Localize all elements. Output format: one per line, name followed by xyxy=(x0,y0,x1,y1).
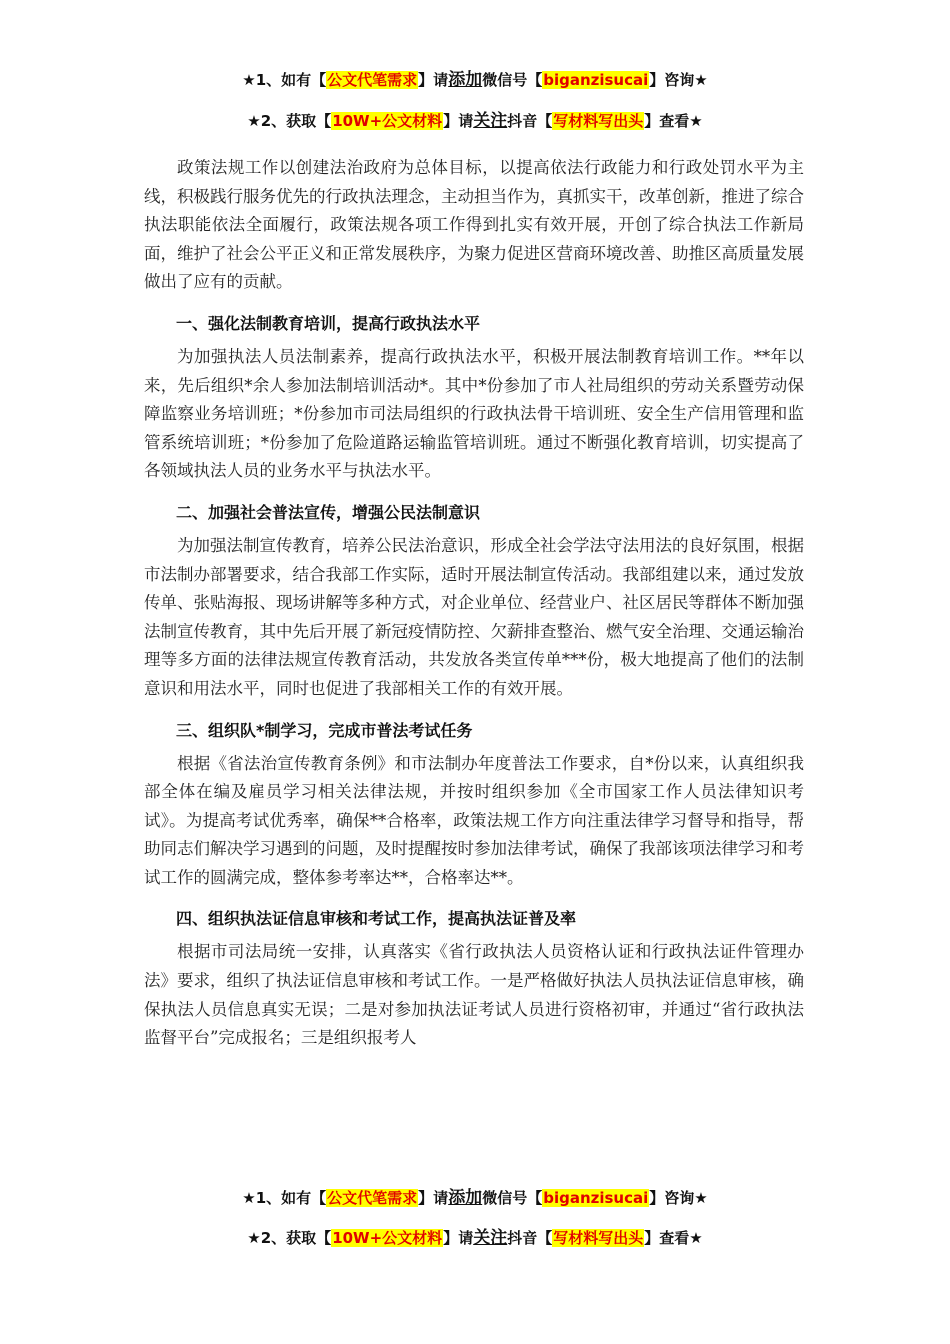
star-icon: ★ xyxy=(689,1229,703,1247)
section-paragraph-1: 为加强执法人员法制素养，提高行政执法水平，积极开展法制教育培训工作。**年以来，先后组织*余人参加法制培训活动*。其中*份参加了市人社局组织的劳动关系暨劳动保障监察业务培训班；*份参加市司法局组织的行政执法骨干培训班、安全生产信用管理和监管系统培训班；*份参加了危险道路运输监管培训班。通过不断强化教育培训，切实提高了各领域执法人员的业务水平与执法水平。 xyxy=(144,346,804,481)
section-heading-4: 四、组织执法证信息审核和考试工作，提高执法证普及率 xyxy=(176,909,577,929)
promo-line-1-bottom xyxy=(0,1187,950,1209)
promo-prefix: 2、获取【 xyxy=(260,1229,332,1247)
highlight-wechat-id: biganzisucai xyxy=(543,1189,649,1207)
star-icon: ★ xyxy=(247,112,261,130)
promo-prefix: 1、如有【 xyxy=(255,1189,327,1207)
highlight-service: 公文代笔需求 xyxy=(327,71,418,89)
promo-emphasis: 关注 xyxy=(473,1228,508,1248)
promo-line-2-bottom xyxy=(0,1227,950,1249)
highlight-wechat-id: biganzisucai xyxy=(543,71,649,89)
promo-line-1-top xyxy=(0,69,950,91)
star-icon: ★ xyxy=(242,1189,256,1207)
highlight-materials: 10W+公文材料 xyxy=(332,1229,443,1247)
star-icon: ★ xyxy=(242,71,256,89)
highlight-douyin: 写材料写出头 xyxy=(553,1229,644,1247)
star-icon: ★ xyxy=(247,1229,261,1247)
highlight-materials: 10W+公文材料 xyxy=(332,112,443,130)
intro-paragraph: 政策法规工作以创建法治政府为总体目标，以提高依法行政能力和行政处罚水平为主线，积极践行服务优先的行政执法理念，主动担当作为，真抓实干，改革创新，推进了综合执法职能依法全面履行，政策法规各项工作得到扎实有效开展，开创了综合执法工作新局面，维护了社会公平正义和正常发展秩序，为聚力促进区营商环境改善、助推区高质量发展做出了应有的贡献。 xyxy=(144,158,804,292)
section-heading-3: 三、组织队*制学习，完成市普法考试任务 xyxy=(176,720,473,740)
highlight-douyin: 写材料写出头 xyxy=(553,112,644,130)
star-icon: ★ xyxy=(694,1189,708,1207)
section-paragraph-4: 根据市司法局统一安排，认真落实《省行政执法人员资格认证和行政执法证件管理办法》要求，组织了执法证信息审核和考试工作。一是严格做好执法人员执法证信息审核，确保执法人员信息真实无误；二是对参加执法证考试人员进行资格初审，并通过“省行政执法监督平台”完成报名；三是组织报考人 xyxy=(144,942,804,1048)
promo-mid: 抖音【 xyxy=(507,1229,553,1247)
promo-suffix: 】查看 xyxy=(644,112,690,130)
promo-suffix: 】咨询 xyxy=(649,1189,695,1207)
promo-mid: 】请 xyxy=(418,1189,449,1207)
promo-mid: 微信号【 xyxy=(482,1189,543,1207)
section-heading-1: 一、强化法制教育培训，提高行政执法水平 xyxy=(176,313,481,333)
promo-prefix: 1、如有【 xyxy=(255,71,327,89)
promo-mid: 微信号【 xyxy=(482,71,543,89)
section-paragraph-2: 为加强法制宣传教育，培养公民法治意识，形成全社会学法守法用法的良好氛围，根据市法制办部署要求，结合我部工作实际，适时开展法制宣传活动。我部组建以来，通过发放传单、张贴海报、现场讲解等多种方式，对企业单位、经营业户、社区居民等群体不断加强法制宣传教育，其中先后开展了新冠疫情防控、欠薪排查整治、燃气安全治理、交通运输治理等多方面的法律法规宣传教育活动，共发放各类宣传单***份，极大地提高了他们的法制意识和用法水平，同时也促进了我部相关工作的有效开展。 xyxy=(144,535,804,698)
promo-suffix: 】查看 xyxy=(644,1229,690,1247)
section-heading-2: 二、加强社会普法宣传，增强公民法制意识 xyxy=(176,502,481,522)
star-icon: ★ xyxy=(689,112,703,130)
promo-emphasis: 添加 xyxy=(448,1188,483,1208)
promo-line-2-top xyxy=(0,110,950,132)
promo-suffix: 】咨询 xyxy=(649,71,695,89)
promo-emphasis: 关注 xyxy=(473,111,508,131)
promo-mid: 】请 xyxy=(418,71,449,89)
highlight-service: 公文代笔需求 xyxy=(327,1189,418,1207)
document-body xyxy=(144,154,804,1053)
star-icon: ★ xyxy=(694,71,708,89)
promo-mid: 】请 xyxy=(443,1229,474,1247)
promo-mid: 抖音【 xyxy=(507,112,553,130)
promo-emphasis: 添加 xyxy=(448,70,483,90)
promo-mid: 】请 xyxy=(443,112,474,130)
promo-prefix: 2、获取【 xyxy=(260,112,332,130)
section-paragraph-3: 根据《省法治宣传教育条例》和市法制办年度普法工作要求，自*份以来，认真组织我部全体在编及雇员学习相关法律法规，并按时组织参加《全市国家工作人员法律知识考试》。为提高考试优秀率，确保**合格率，政策法规工作方向注重法律学习督导和指导，帮助同志们解决学习遇到的问题，及时提醒按时参加法律考试，确保了我部该项法律学习和考试工作的圆满完成，整体参考率达**，合格率达**。 xyxy=(144,753,804,887)
